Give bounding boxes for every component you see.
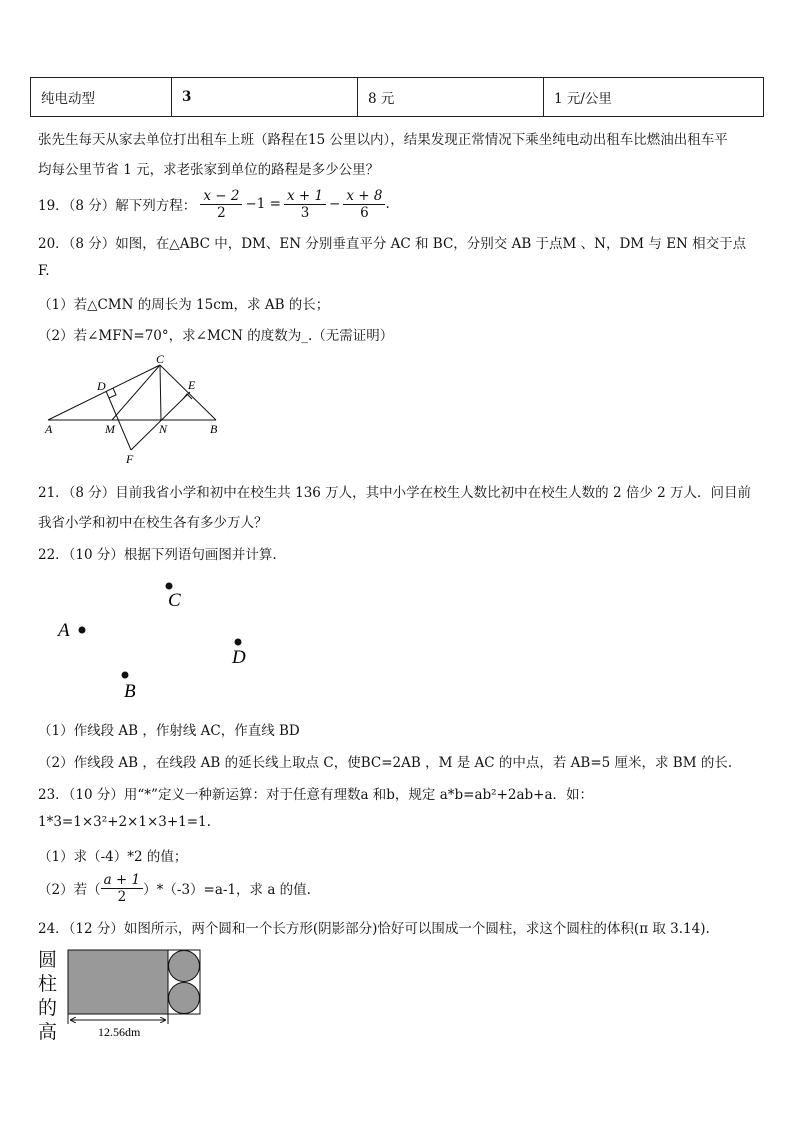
side-label-char: 柱 xyxy=(38,973,58,995)
q23-part2 xyxy=(38,868,311,908)
fare-table xyxy=(30,77,764,117)
table-cell: 8 元 xyxy=(358,78,544,117)
cylinder-height-label xyxy=(38,948,60,1044)
label-F: F xyxy=(126,452,134,466)
width-label: 12.56dm xyxy=(98,1025,141,1039)
point-B-label: B xyxy=(124,681,136,702)
q18-line1: 张先生每天从家去单位打出租车上班（路程在15 公里以内），结果发现正常情况下乘坐纯电动出租车比燃油出租车平 xyxy=(38,132,728,148)
points-figure xyxy=(40,575,280,705)
table-cell: 纯电动型 xyxy=(31,78,172,117)
label-A: A xyxy=(45,422,53,436)
table-cell: 1 元/公里 xyxy=(544,78,764,117)
label-D: D xyxy=(97,379,106,393)
q20-part1: （1）若△CMN 的周长为 15cm，求 AB 的长； xyxy=(38,297,330,313)
table-cell: 3 xyxy=(172,78,358,117)
point-C-dot xyxy=(166,583,173,590)
q21-line2: 我省小学和初中在校生各有多少万人？ xyxy=(38,515,268,531)
circle-top xyxy=(169,951,200,982)
fraction-denominator: 6 xyxy=(360,204,369,221)
fraction-denominator: 2 xyxy=(117,888,127,905)
math-operator: −1 = xyxy=(245,196,281,212)
fraction-denominator: 3 xyxy=(300,204,310,221)
q23-part2-suffix: ）*（-3）=a-1，求 a 的值. xyxy=(143,882,311,898)
point-D-dot xyxy=(235,639,242,646)
q24-text: 24．（12 分）如图所示，两个圆和一个长方形(阴影部分)恰好可以围成一个圆柱，求这个圆柱的体积(π 取 3.14). xyxy=(38,921,710,937)
triangle-figure xyxy=(40,350,230,470)
side-label-char: 高 xyxy=(38,1021,58,1043)
fraction-numerator: a + 1 xyxy=(101,872,144,889)
side-label-char: 的 xyxy=(38,997,58,1019)
point-A-dot xyxy=(79,627,86,634)
label-N: N xyxy=(159,422,168,436)
q21-line1: 21．（8 分）目前我省小学和初中在校生共 136 万人，其中小学在校生人数比初中在校生人数的 2 倍少 2 万人．问目前 xyxy=(38,485,752,501)
table-row xyxy=(31,78,764,117)
circle-bottom xyxy=(169,983,200,1014)
q19-end: . xyxy=(385,196,390,212)
fraction xyxy=(200,188,242,221)
q18-line2: 均每公里节省 1 元，求老张家到单位的路程是多少公里？ xyxy=(38,162,380,178)
side-label-char: 圆 xyxy=(38,949,58,971)
point-C-label: C xyxy=(168,590,181,611)
q23-part1: （1）求（-4）*2 的值； xyxy=(38,849,188,865)
fraction-numerator: x + 1 xyxy=(284,188,326,205)
q22-title: 22．（10 分）根据下列语句画图并计算. xyxy=(38,547,277,563)
q22-part2: （2）作线段 AB ，在线段 AB 的延长线上取点 C，使BC=2AB ，M 是 AC 的中点，若 AB=5 厘米，求 BM 的长. xyxy=(38,755,733,771)
q22-part1: （1）作线段 AB ，作射线 AC，作直线 BD xyxy=(38,723,300,739)
q20-line1: 20．（8 分）如图，在△ABC 中，DM、EN 分别垂直平分 AC 和 BC，分别交 AB 于点M 、N，DM 与 EN 相交于点 xyxy=(38,236,747,252)
fraction xyxy=(101,872,144,905)
shaded-rectangle xyxy=(68,950,168,1014)
fraction-numerator: x − 2 xyxy=(200,188,242,205)
label-C: C xyxy=(156,352,165,366)
q19-prefix: 19．（8 分）解下列方程： xyxy=(38,198,197,214)
fraction xyxy=(284,188,326,221)
point-B-dot xyxy=(122,672,129,679)
label-E: E xyxy=(188,378,196,392)
fraction-denominator: 2 xyxy=(217,204,226,221)
q23-part2-prefix: （2）若（ xyxy=(38,882,101,898)
point-A-label: A xyxy=(58,620,70,641)
fraction-numerator: x + 8 xyxy=(343,188,385,205)
q23-line1: 23．（10 分）用“*”定义一种新运算：对于任意有理数a 和b，规定 a*b=ab²+2ab+a．如： xyxy=(38,787,594,803)
label-M: M xyxy=(105,422,115,436)
label-B: B xyxy=(210,422,218,436)
fraction xyxy=(343,188,385,221)
q20-line2: F. xyxy=(38,263,50,279)
q23-line2: 1*3=1×3²+2×1×3+1=1. xyxy=(38,814,211,830)
point-D-label: D xyxy=(232,647,246,668)
math-operator: − xyxy=(329,196,341,212)
q20-part2: （2）若∠MFN=70°，求∠MCN 的度数为_.（无需证明） xyxy=(38,328,394,344)
q19 xyxy=(38,184,390,224)
cylinder-net-figure xyxy=(62,944,212,1044)
